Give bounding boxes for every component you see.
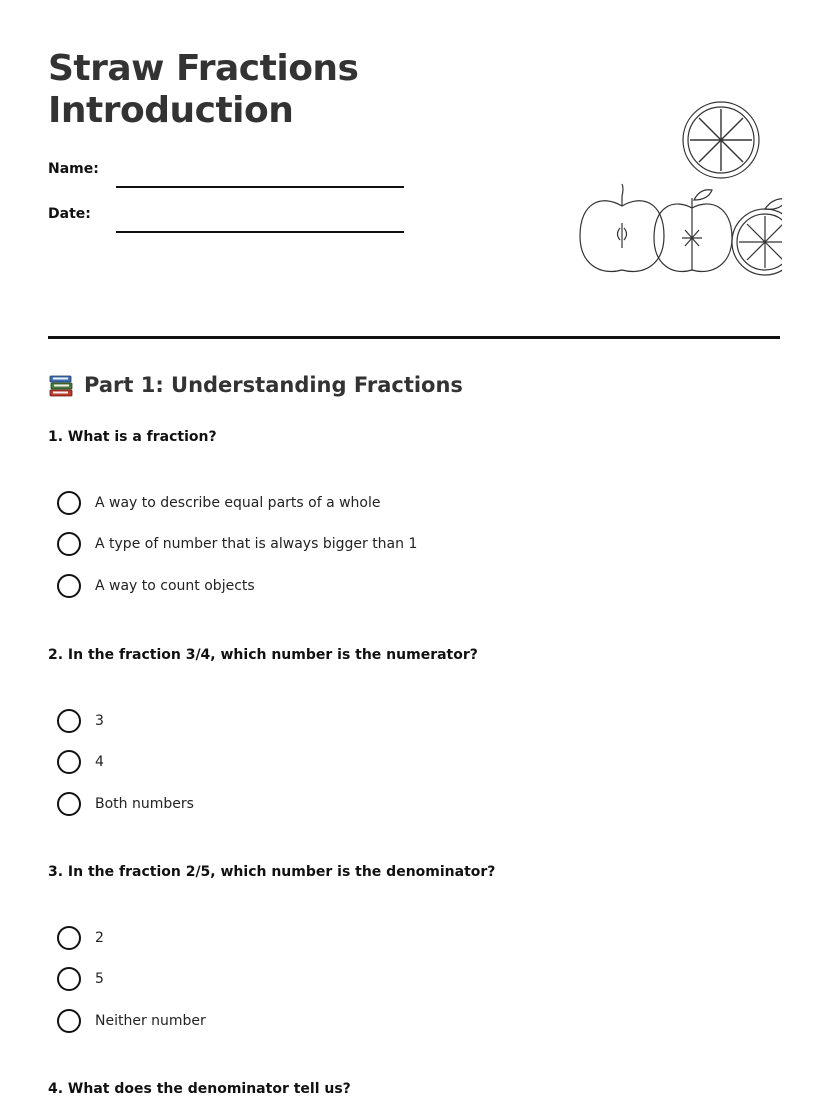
- question-4: 4. What does the denominator tell us?: [48, 1081, 351, 1097]
- radio-button[interactable]: [57, 709, 81, 733]
- apple-half-icon: [580, 184, 664, 272]
- q2-option-2[interactable]: [57, 750, 104, 774]
- date-label: Date:: [48, 206, 91, 222]
- name-label: Name:: [48, 161, 99, 177]
- option-label: 4: [95, 754, 104, 770]
- orange-half-icon: [732, 199, 782, 275]
- q3-option-2[interactable]: [57, 967, 104, 991]
- radio-button[interactable]: [57, 926, 81, 950]
- section-title: Part 1: Understanding Fractions: [84, 373, 463, 397]
- radio-button[interactable]: [57, 967, 81, 991]
- q2-option-1[interactable]: [57, 709, 104, 733]
- name-line[interactable]: [116, 186, 404, 188]
- orange-slice-icon: [683, 102, 759, 178]
- radio-button[interactable]: [57, 574, 81, 598]
- name-field[interactable]: [48, 160, 404, 178]
- q1-option-2[interactable]: [57, 532, 417, 556]
- fruit-illustration: [532, 98, 782, 283]
- books-icon: [48, 372, 76, 398]
- title-line-2: Introduction: [48, 90, 294, 131]
- option-label: A way to count objects: [95, 578, 255, 594]
- radio-button[interactable]: [57, 750, 81, 774]
- question-1: 1. What is a fraction?: [48, 429, 217, 445]
- q1-option-1[interactable]: [57, 491, 381, 515]
- q3-option-3[interactable]: [57, 1009, 206, 1033]
- option-label: 2: [95, 930, 104, 946]
- worksheet-title: [48, 48, 468, 132]
- worksheet-header: [48, 48, 780, 308]
- question-3: 3. In the fraction 2/5, which number is the denominator?: [48, 864, 496, 880]
- date-line[interactable]: [116, 231, 404, 233]
- radio-button[interactable]: [57, 1009, 81, 1033]
- option-label: 3: [95, 713, 104, 729]
- option-label: 5: [95, 971, 104, 987]
- option-label: Neither number: [95, 1013, 206, 1029]
- q1-option-3[interactable]: [57, 574, 255, 598]
- date-field[interactable]: [48, 205, 404, 223]
- radio-button[interactable]: [57, 792, 81, 816]
- radio-button[interactable]: [57, 491, 81, 515]
- section-divider: [48, 336, 780, 339]
- q3-option-1[interactable]: [57, 926, 104, 950]
- question-2: 2. In the fraction 3/4, which number is the numerator?: [48, 647, 478, 663]
- title-line-1: Straw Fractions: [48, 48, 359, 89]
- radio-button[interactable]: [57, 532, 81, 556]
- option-label: A type of number that is always bigger than 1: [95, 536, 418, 552]
- section-heading: [48, 372, 463, 398]
- option-label: A way to describe equal parts of a whole: [95, 495, 381, 511]
- option-label: Both numbers: [95, 796, 194, 812]
- q2-option-3[interactable]: [57, 792, 194, 816]
- apple-half-cut-icon: [654, 190, 732, 272]
